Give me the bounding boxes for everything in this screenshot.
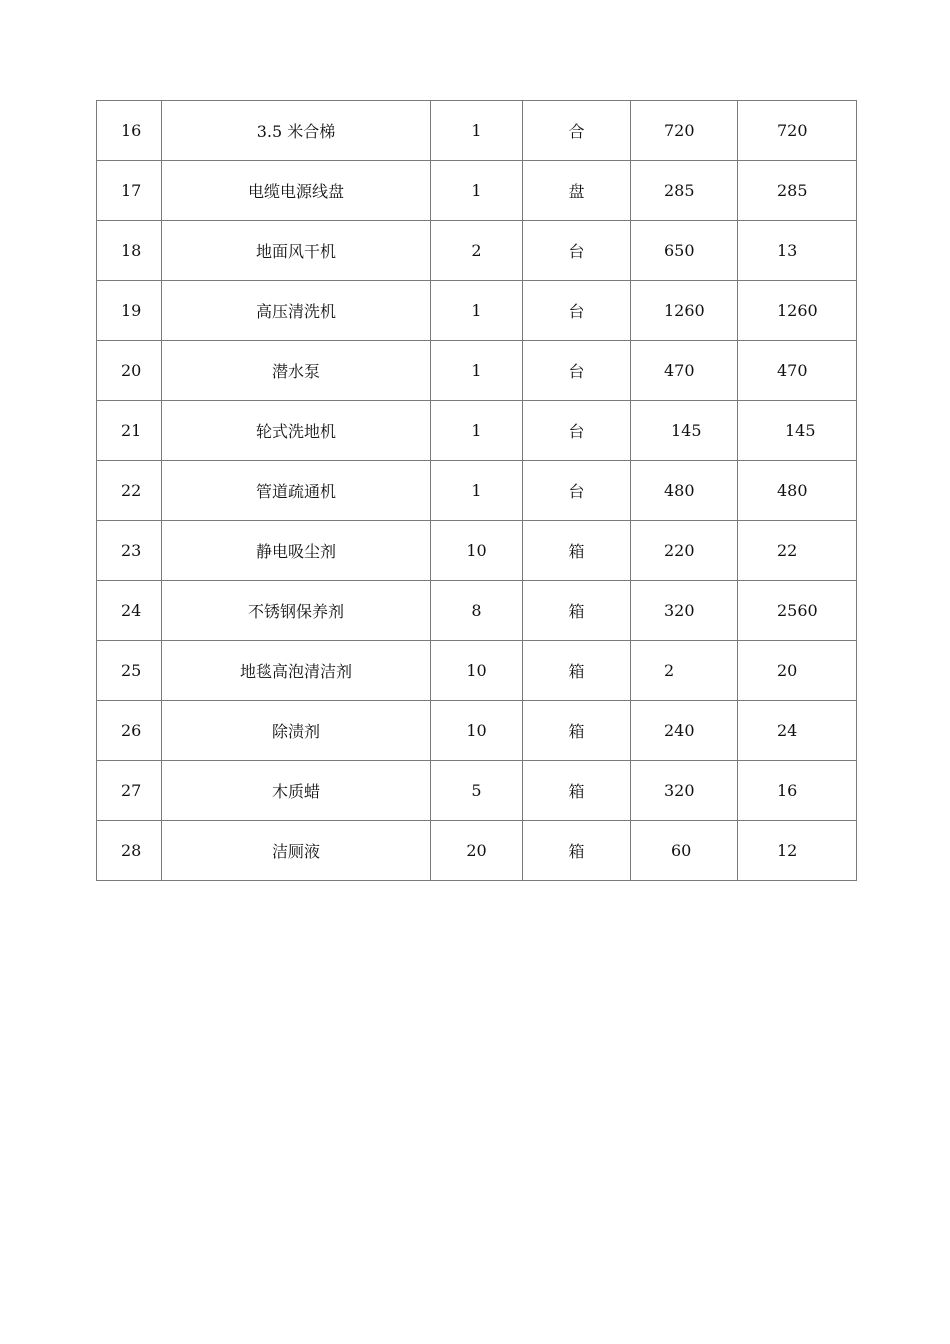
cell-total: 24 [738,701,857,761]
cell-no: 16 [97,101,162,161]
cell-price: 720 [631,101,738,161]
cell-no: 17 [97,161,162,221]
cell-unit: 合 [523,101,631,161]
cell-price: 320 [631,581,738,641]
cell-price: 60 [631,821,738,881]
cell-no: 19 [97,281,162,341]
cell-total: 2560 [738,581,857,641]
cell-name: 潜水泵 [162,341,431,401]
cell-qty: 8 [431,581,523,641]
cell-qty: 1 [431,461,523,521]
cell-qty: 10 [431,641,523,701]
cell-qty: 1 [431,401,523,461]
table-row [97,521,857,581]
cell-qty: 1 [431,161,523,221]
cell-name: 不锈钢保养剂 [162,581,431,641]
cell-qty: 1 [431,281,523,341]
cell-total: 12 [738,821,857,881]
cell-unit: 台 [523,461,631,521]
cell-price: 1260 [631,281,738,341]
cell-total: 13 [738,221,857,281]
cell-price: 480 [631,461,738,521]
cell-no: 25 [97,641,162,701]
cell-no: 21 [97,401,162,461]
cell-no: 22 [97,461,162,521]
cell-qty: 5 [431,761,523,821]
table-row [97,101,857,161]
cell-total: 470 [738,341,857,401]
cell-name: 地毯高泡清洁剂 [162,641,431,701]
cell-qty: 1 [431,101,523,161]
table-row [97,281,857,341]
table-row [97,581,857,641]
cell-total: 16 [738,761,857,821]
cell-no: 20 [97,341,162,401]
cell-qty: 20 [431,821,523,881]
cell-name: 高压清洗机 [162,281,431,341]
cell-total: 720 [738,101,857,161]
table-row [97,161,857,221]
cell-price: 220 [631,521,738,581]
cell-total: 285 [738,161,857,221]
cell-unit: 台 [523,281,631,341]
table-row [97,701,857,761]
cell-price: 145 [631,401,738,461]
cell-name: 地面风干机 [162,221,431,281]
cell-name: 木质蜡 [162,761,431,821]
cell-no: 18 [97,221,162,281]
cell-name: 静电吸尘剂 [162,521,431,581]
table-row [97,821,857,881]
table-row [97,221,857,281]
cell-no: 23 [97,521,162,581]
cell-total: 145 [738,401,857,461]
cell-price: 240 [631,701,738,761]
cell-total: 480 [738,461,857,521]
cell-price: 650 [631,221,738,281]
cell-qty: 2 [431,221,523,281]
cell-price: 2 [631,641,738,701]
cell-total: 1260 [738,281,857,341]
cell-unit: 箱 [523,581,631,641]
cell-no: 27 [97,761,162,821]
cell-name: 电缆电源线盘 [162,161,431,221]
cell-qty: 1 [431,341,523,401]
cell-price: 470 [631,341,738,401]
cell-unit: 箱 [523,821,631,881]
equipment-table [96,100,857,881]
cell-name: 洁厕液 [162,821,431,881]
cell-name: 3.5 米合梯 [162,101,431,161]
cell-no: 26 [97,701,162,761]
cell-price: 320 [631,761,738,821]
cell-unit: 箱 [523,701,631,761]
cell-qty: 10 [431,701,523,761]
cell-unit: 箱 [523,761,631,821]
table-row [97,761,857,821]
cell-price: 285 [631,161,738,221]
table-row [97,461,857,521]
cell-qty: 10 [431,521,523,581]
cell-name: 管道疏通机 [162,461,431,521]
cell-unit: 箱 [523,521,631,581]
cell-total: 20 [738,641,857,701]
table-row [97,401,857,461]
cell-name: 轮式洗地机 [162,401,431,461]
table-row [97,641,857,701]
cell-name: 除渍剂 [162,701,431,761]
cell-unit: 台 [523,221,631,281]
cell-unit: 台 [523,341,631,401]
cell-no: 28 [97,821,162,881]
cell-unit: 箱 [523,641,631,701]
cell-total: 22 [738,521,857,581]
table-row [97,341,857,401]
cell-no: 24 [97,581,162,641]
cell-unit: 台 [523,401,631,461]
cell-unit: 盘 [523,161,631,221]
